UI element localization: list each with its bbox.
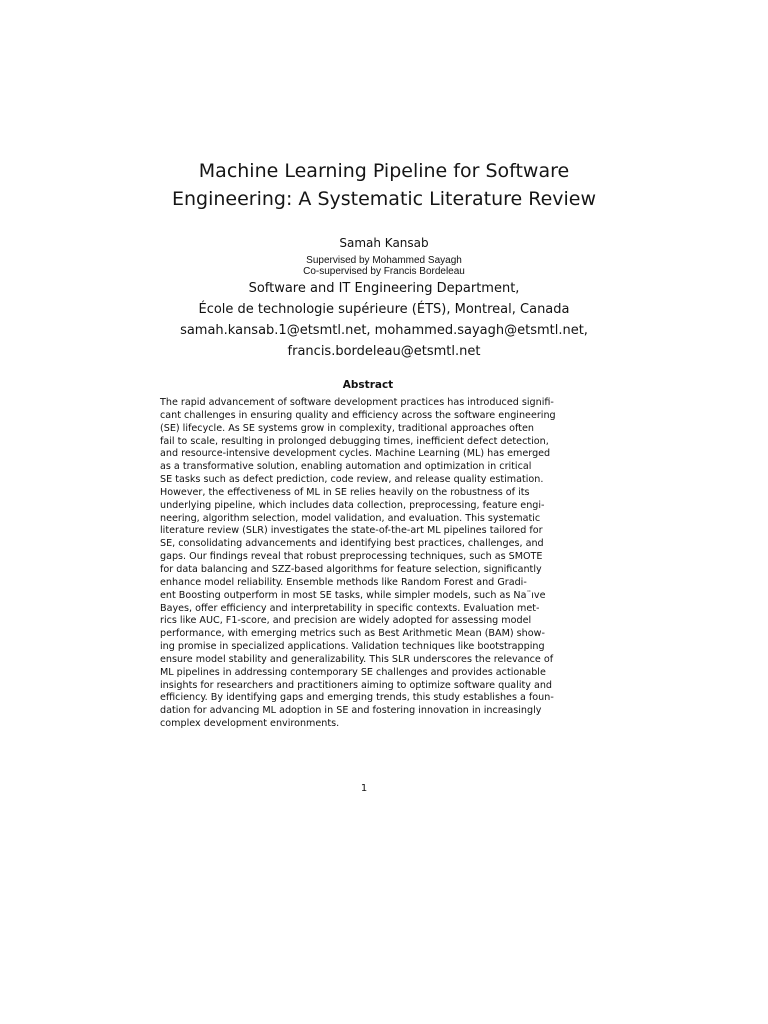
- abstract-line: gaps. Our findings reveal that robust preprocessing techniques, such as SMOTE: [160, 551, 543, 563]
- abstract-line: Bayes, offer efficiency and interpretability in specific contexts. Evaluation met-: [160, 602, 540, 614]
- abstract-line: for data balancing and SZZ-based algorithms for feature selection, significantly: [160, 563, 542, 575]
- abstract-line: The rapid advancement of software development practices has introduced signifi-: [160, 397, 554, 408]
- abstract-line: performance, with emerging metrics such as Best Arithmetic Mean (BAM) show-: [160, 628, 545, 640]
- abstract-heading: Abstract: [342, 379, 394, 391]
- abstract-line: ent Boosting outperform in most SE tasks, while simpler models, such as Na¨ıve: [160, 589, 546, 601]
- abstract-line: rics like AUC, F1-score, and precision are widely adopted for assessing model: [160, 615, 532, 627]
- abstract-line: and resource-intensive development cycles. Machine Learning (ML) has emerged: [160, 448, 551, 460]
- abstract-line: SE tasks such as defect prediction, code review, and release quality estimation.: [160, 474, 544, 486]
- page-number: 1: [360, 783, 368, 794]
- abstract-line: cant challenges in ensuring quality and efficiency across the software engineering: [160, 409, 556, 421]
- abstract-line: insights for researchers and practitioners aiming to optimize software quality and: [160, 679, 553, 691]
- co-supervisor-line: Co-supervised by Francis Bordeleau: [303, 265, 465, 277]
- abstract-line: efficiency. By identifying gaps and emerging trends, this study establishes a foun-: [160, 692, 554, 704]
- department-line: Software and IT Engineering Department,: [248, 281, 520, 296]
- abstract-line: literature review (SLR) investigates the state-of-the-art ML pipelines tailored for: [160, 525, 543, 537]
- abstract-line: underlying pipeline, which includes data collection, preprocessing, feature engi-: [160, 499, 545, 511]
- abstract-line: neering, algorithm selection, model validation, and evaluation. This systematic: [160, 512, 541, 524]
- abstract-line: (SE) lifecycle. As SE systems grow in complexity, traditional approaches often: [160, 422, 534, 434]
- abstract-line: enhance model reliability. Ensemble methods like Random Forest and Gradi-: [160, 576, 527, 588]
- abstract-line: ing promise in specialized applications. Validation techniques like bootstrapping: [160, 641, 545, 653]
- abstract-line: However, the effectiveness of ML in SE relies heavily on the robustness of its: [160, 486, 530, 498]
- supervisors: [100, 256, 668, 277]
- title-line: Engineering: A Systematic Literature Review: [171, 188, 597, 210]
- email-line: samah.kansab.1@etsmtl.net, mohammed.sayagh@etsmtl.net,: [180, 323, 588, 338]
- supervisor-line: Supervised by Mohammed Sayagh: [306, 255, 462, 266]
- abstract-line: ML pipelines in addressing contemporary SE challenges and provides actionable: [160, 666, 546, 678]
- abstract-body: [160, 397, 576, 731]
- abstract-line: as a transformative solution, enabling automation and optimization in critical: [160, 461, 532, 473]
- title-line: Machine Learning Pipeline for Software: [198, 160, 570, 182]
- abstract-line: complex development environments.: [160, 718, 340, 730]
- abstract-line: fail to scale, resulting in prolonged debugging times, inefficient defect detection,: [160, 435, 549, 447]
- abstract-line: dation for advancing ML adoption in SE and fostering innovation in increasingly: [160, 705, 542, 717]
- abstract-line: ensure model stability and generalizability. This SLR underscores the relevance of: [160, 653, 554, 665]
- email-line: francis.bordeleau@etsmtl.net: [287, 344, 481, 359]
- affiliation: [100, 278, 668, 362]
- institution-line: École de technologie supérieure (ÉTS), Montreal, Canada: [198, 302, 570, 317]
- author-name: Samah Kansab: [339, 236, 429, 250]
- abstract-line: SE, consolidating advancements and identifying best practices, challenges, and: [160, 538, 544, 550]
- paper-title: [100, 157, 668, 213]
